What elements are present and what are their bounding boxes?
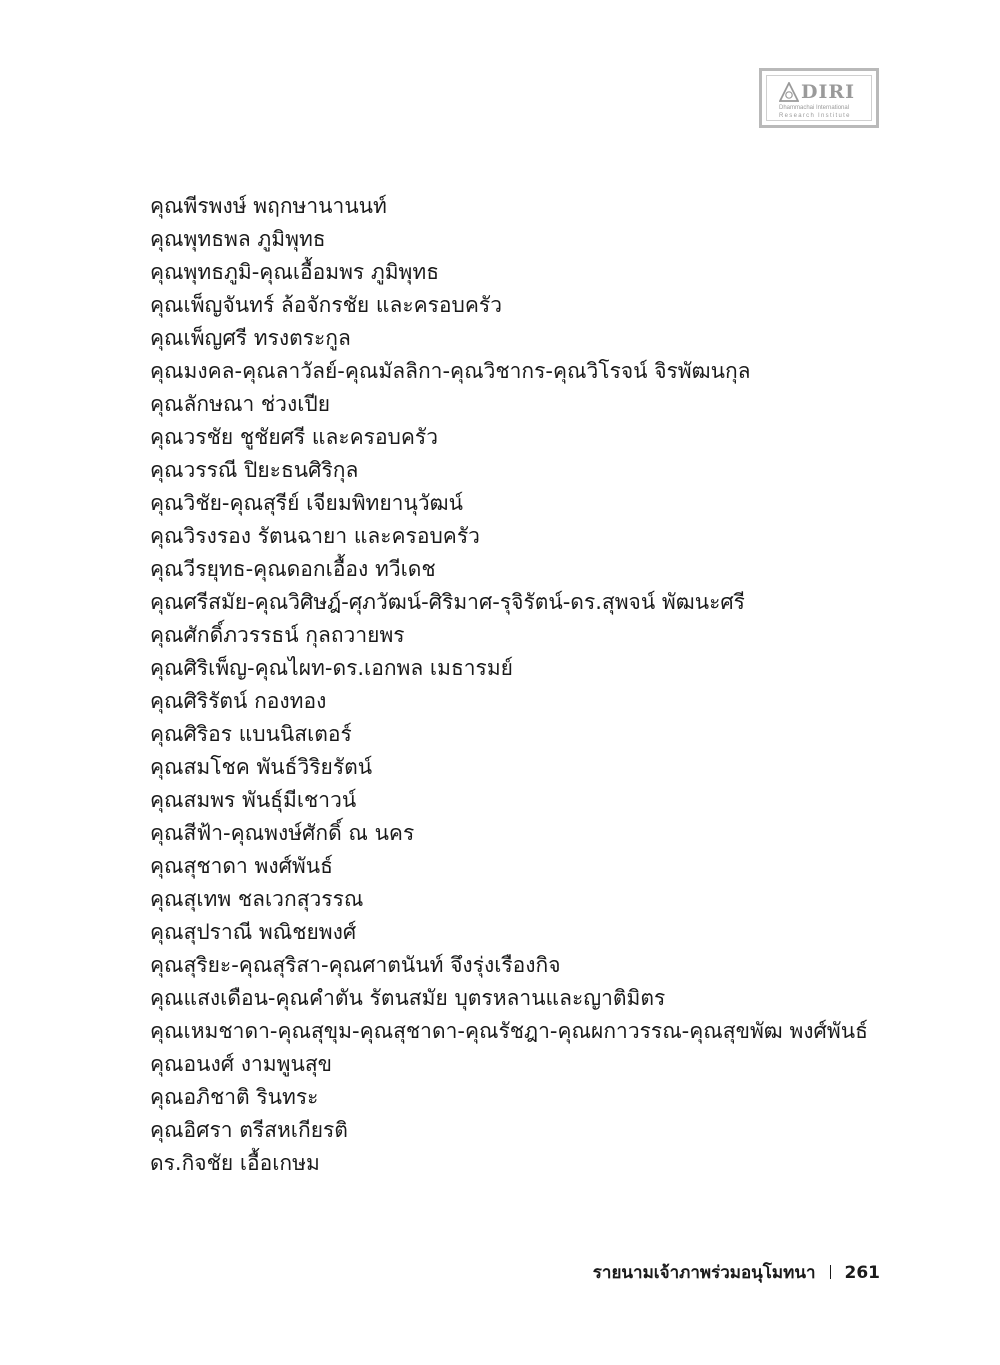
sponsor-name: คุณศิริเพ็ญ-คุณไผท-ดร.เอกพล เมธารมย์	[150, 656, 513, 680]
sponsor-name: คุณศิริอร แบนนิสเตอร์	[150, 722, 352, 746]
sponsor-name: คุณวิรงรอง รัตนฉายา และครอบครัว	[150, 524, 480, 548]
page-number: 261	[844, 1263, 880, 1283]
sponsor-name: คุณวรรณี ปิยะธนศิริกุล	[150, 458, 359, 482]
sponsor-name: คุณสุริยะ-คุณสุริสา-คุณศาตนันท์ จึงรุ่งเรืองกิจ	[150, 953, 561, 977]
sponsor-name: คุณมงคล-คุณลาวัลย์-คุณมัลลิกา-คุณวิชากร-คุณวิโรจน์ จิรพัฒนกุล	[150, 359, 751, 383]
sponsor-name: คุณพุทธภูมิ-คุณเอื้อมพร ภูมิพุทธ	[150, 260, 440, 284]
sponsor-name: คุณสมโชค พันธ์วิริยรัตน์	[150, 755, 373, 779]
logo-subtitle-line2: Research Institute	[779, 113, 851, 119]
logo-inner-frame	[766, 75, 872, 121]
sponsor-name: คุณแสงเดือน-คุณคำตัน รัตนสมัย บุตรหลานและญาติมิตร	[150, 986, 666, 1010]
sponsor-name: คุณสมพร พันธุ์มีเชาวน์	[150, 788, 357, 812]
page-footer	[593, 1260, 880, 1286]
sponsor-name: คุณลักษณา ช่วงเปีย	[150, 392, 331, 416]
sponsor-name: ดร.กิจชัย เอื้อเกษม	[150, 1151, 320, 1175]
sponsor-name: คุณศิริรัตน์ กองทอง	[150, 689, 327, 713]
footer-separator	[830, 1265, 831, 1279]
sponsor-name: คุณวิชัย-คุณสุรีย์ เจียมพิทยานุวัฒน์	[150, 491, 463, 515]
sponsor-name: คุณสีฟ้า-คุณพงษ์ศักดิ์ ณ นคร	[150, 821, 415, 845]
sponsor-name: คุณอิศรา ตรีสหเกียรติ	[150, 1118, 348, 1142]
sponsor-name: คุณวีรยุทธ-คุณดอกเอื้อง ทวีเดช	[150, 557, 436, 581]
sponsor-name: คุณอนงศ์ งามพูนสุข	[150, 1052, 333, 1076]
diri-logo	[759, 68, 879, 128]
sponsor-name: คุณเพ็ญจันทร์ ล้อจักรชัย และครอบครัว	[150, 293, 502, 317]
sponsor-name: คุณพีรพงษ์ พฤกษานานนท์	[150, 194, 387, 218]
sponsor-name: คุณเหมชาดา-คุณสุขุม-คุณสุชาดา-คุณรัชฎา-คุณผกาวรรณ-คุณสุขพัฒ พงศ์พันธ์	[150, 1019, 868, 1043]
logo-subtitle-line1: Dhammachai International	[779, 105, 850, 111]
dhammachai-triangle-icon	[779, 82, 799, 102]
sponsor-name: คุณศรีสมัย-คุณวิศิษฎ์-ศุภวัฒน์-ศิริมาศ-รุจิรัตน์-ดร.สุพจน์ พัฒนะศรี	[150, 590, 745, 614]
sponsor-name: คุณสุปราณี พณิชยพงศ์	[150, 920, 357, 944]
sponsor-name: คุณพุทธพล ภูมิพุทธ	[150, 227, 326, 251]
sponsor-name: คุณสุเทพ ชลเวกสุวรรณ	[150, 887, 364, 911]
sponsor-name-list	[150, 190, 910, 1180]
sponsor-name: คุณวรชัย ชูชัยศรี และครอบครัว	[150, 425, 439, 449]
sponsor-name: คุณอภิชาติ รินทระ	[150, 1085, 319, 1109]
logo-title: DIRI	[801, 81, 856, 103]
sponsor-name: คุณเพ็ญศรี ทรงตระกูล	[150, 326, 351, 350]
footer-title: รายนามเจ้าภาพร่วมอนุโมทนา	[592, 1263, 816, 1283]
sponsor-name: คุณสุชาดา พงศ์พันธ์	[150, 854, 333, 878]
sponsor-name: คุณศักดิ์ภวรรธน์ กุลถวายพร	[150, 623, 405, 647]
